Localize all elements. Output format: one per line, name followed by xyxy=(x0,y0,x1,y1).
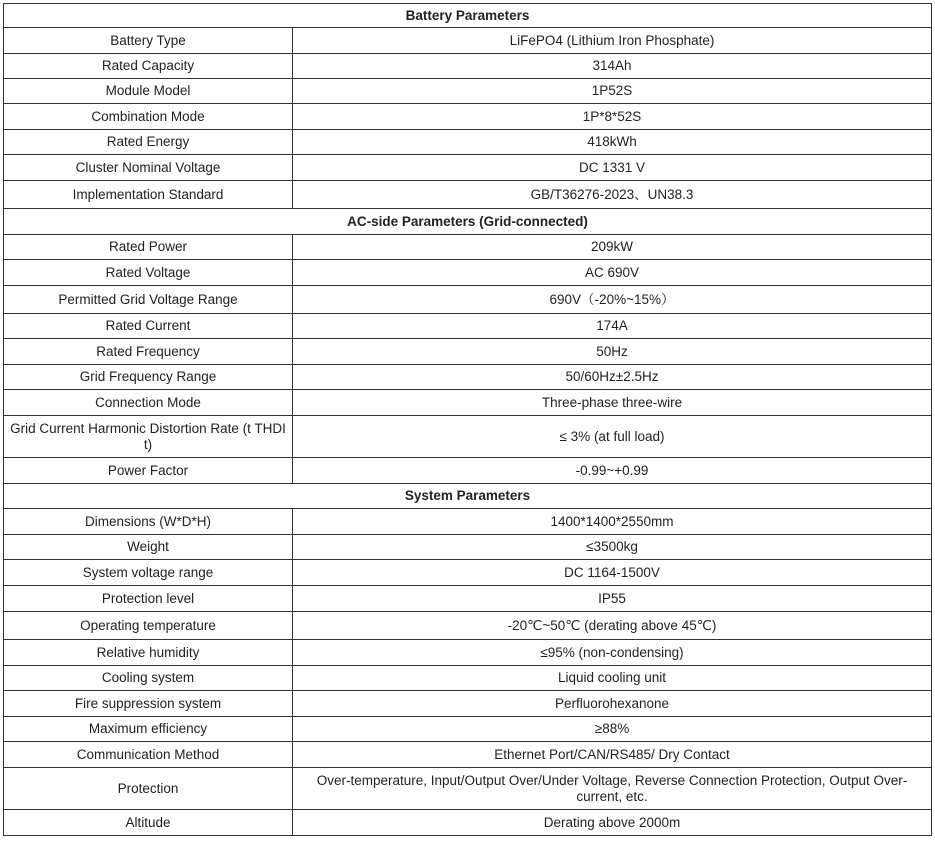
table-row xyxy=(4,612,932,640)
param-value: 50Hz xyxy=(293,339,932,365)
param-value: GB/T36276-2023、UN38.3 xyxy=(293,181,932,209)
param-label: Rated Power xyxy=(4,235,293,260)
param-value: 174A xyxy=(293,314,932,339)
param-label: Rated Capacity xyxy=(4,54,293,79)
table-row xyxy=(4,339,932,365)
param-label: Connection Mode xyxy=(4,390,293,416)
param-value: 418kWh xyxy=(293,130,932,155)
param-value: 50/60Hz±2.5Hz xyxy=(293,365,932,390)
param-value: DC 1331 V xyxy=(293,155,932,181)
param-value: IP55 xyxy=(293,586,932,612)
table-row xyxy=(4,666,932,691)
table-row xyxy=(4,586,932,612)
param-value: Three-phase three-wire xyxy=(293,390,932,416)
param-value: 1P52S xyxy=(293,79,932,104)
table-row xyxy=(4,104,932,130)
param-value: ≤95% (non-condensing) xyxy=(293,640,932,666)
param-value: ≥88% xyxy=(293,717,932,742)
param-value: 690V（-20%~15%） xyxy=(293,286,932,314)
section-title: AC-side Parameters (Grid-connected) xyxy=(4,209,932,235)
table-row xyxy=(4,416,932,458)
param-value: Ethernet Port/CAN/RS485/ Dry Contact xyxy=(293,742,932,768)
table-row xyxy=(4,768,932,810)
table-row xyxy=(4,235,932,260)
param-label: Maximum efficiency xyxy=(4,717,293,742)
param-label: System voltage range xyxy=(4,560,293,586)
table-row xyxy=(4,286,932,314)
param-value: AC 690V xyxy=(293,260,932,286)
table-row xyxy=(4,691,932,717)
param-label: Rated Current xyxy=(4,314,293,339)
param-label: Altitude xyxy=(4,810,293,836)
param-value: Derating above 2000m xyxy=(293,810,932,836)
table-row xyxy=(4,717,932,742)
param-label: Module Model xyxy=(4,79,293,104)
param-value: 1400*1400*2550mm xyxy=(293,509,932,535)
table-row xyxy=(4,458,932,484)
table-row xyxy=(4,560,932,586)
param-value: LiFePO4 (Lithium Iron Phosphate) xyxy=(293,28,932,54)
section-title: Battery Parameters xyxy=(4,4,932,28)
param-label: Protection xyxy=(4,768,293,810)
param-label: Weight xyxy=(4,535,293,560)
param-value: -20℃~50℃ (derating above 45℃) xyxy=(293,612,932,640)
spec-table xyxy=(3,3,932,836)
param-value: ≤ 3% (at full load) xyxy=(293,416,932,458)
section-header-row xyxy=(4,4,932,28)
param-label: Grid Frequency Range xyxy=(4,365,293,390)
table-row xyxy=(4,28,932,54)
param-value: 209kW xyxy=(293,235,932,260)
param-label: Power Factor xyxy=(4,458,293,484)
param-value: 1P*8*52S xyxy=(293,104,932,130)
table-row xyxy=(4,314,932,339)
param-value: Liquid cooling unit xyxy=(293,666,932,691)
param-label: Fire suppression system xyxy=(4,691,293,717)
param-label: Communication Method xyxy=(4,742,293,768)
param-value: 314Ah xyxy=(293,54,932,79)
param-value: DC 1164-1500V xyxy=(293,560,932,586)
param-label: Rated Energy xyxy=(4,130,293,155)
param-label: Battery Type xyxy=(4,28,293,54)
param-label: Cooling system xyxy=(4,666,293,691)
param-label: Grid Current Harmonic Distortion Rate (t THDI t) xyxy=(4,416,293,458)
section-header-row xyxy=(4,484,932,509)
table-row xyxy=(4,742,932,768)
param-value: ≤3500kg xyxy=(293,535,932,560)
table-row xyxy=(4,390,932,416)
param-label: Rated Voltage xyxy=(4,260,293,286)
table-row xyxy=(4,509,932,535)
param-value: Perfluorohexanone xyxy=(293,691,932,717)
section-header-row xyxy=(4,209,932,235)
param-label: Cluster Nominal Voltage xyxy=(4,155,293,181)
table-row xyxy=(4,181,932,209)
table-row xyxy=(4,260,932,286)
table-row xyxy=(4,810,932,836)
param-label: Implementation Standard xyxy=(4,181,293,209)
param-label: Combination Mode xyxy=(4,104,293,130)
param-label: Operating temperature xyxy=(4,612,293,640)
table-row xyxy=(4,155,932,181)
table-row xyxy=(4,54,932,79)
param-label: Permitted Grid Voltage Range xyxy=(4,286,293,314)
param-label: Relative humidity xyxy=(4,640,293,666)
table-row xyxy=(4,365,932,390)
param-label: Rated Frequency xyxy=(4,339,293,365)
table-row xyxy=(4,535,932,560)
table-row xyxy=(4,130,932,155)
param-value: -0.99~+0.99 xyxy=(293,458,932,484)
table-row xyxy=(4,640,932,666)
section-title: System Parameters xyxy=(4,484,932,509)
param-label: Protection level xyxy=(4,586,293,612)
param-label: Dimensions (W*D*H) xyxy=(4,509,293,535)
param-value: Over-temperature, Input/Output Over/Under Voltage, Reverse Connection Protection, Output Over-current, etc. xyxy=(293,768,932,810)
table-row xyxy=(4,79,932,104)
